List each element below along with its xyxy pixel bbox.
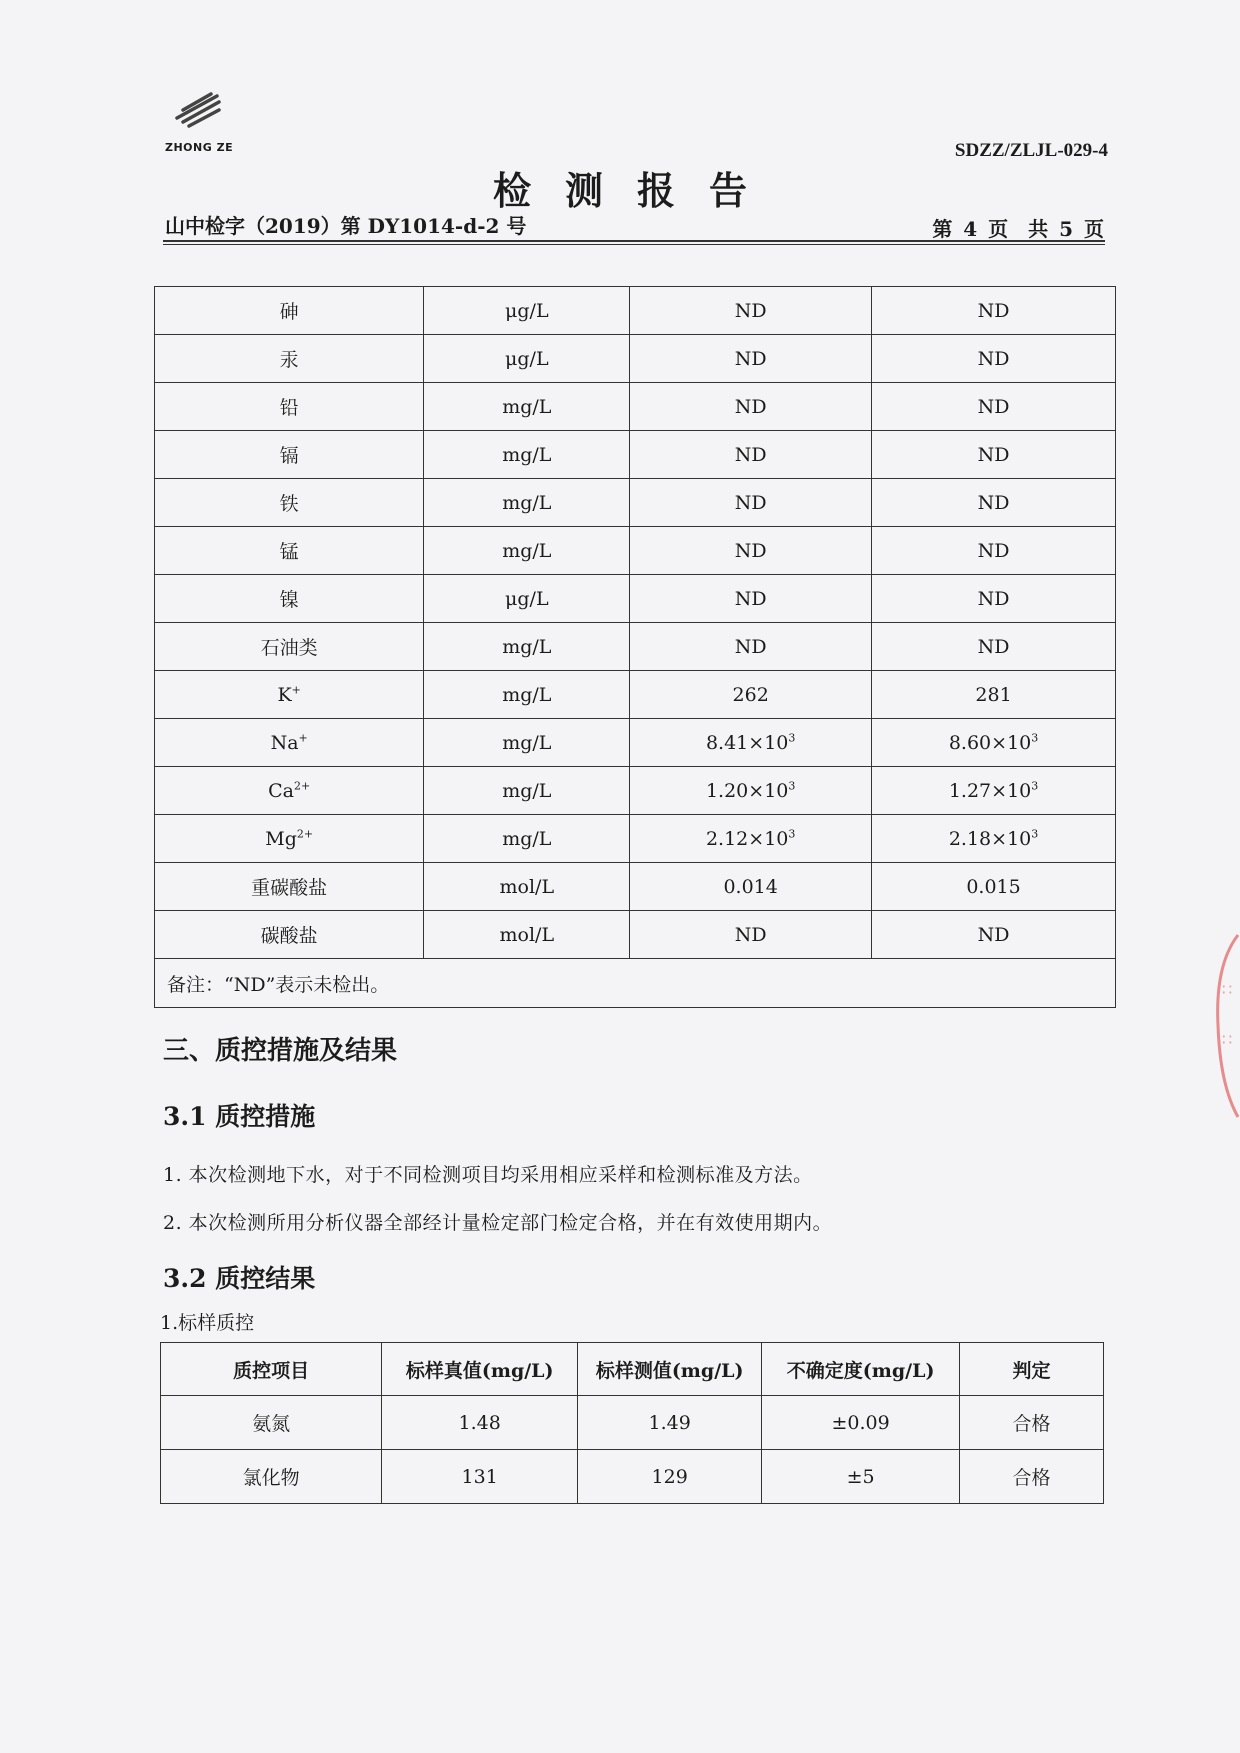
value-cell-2 xyxy=(872,479,1116,527)
item-cell xyxy=(155,815,424,863)
value-cell-1 xyxy=(630,383,872,431)
table-row xyxy=(155,527,1116,575)
table-row xyxy=(155,335,1116,383)
value-cell-2 xyxy=(872,671,1116,719)
value-cell-1 xyxy=(630,431,872,479)
value-cell-2 xyxy=(872,335,1116,383)
unit-cell xyxy=(424,575,630,623)
header-divider xyxy=(163,240,1105,242)
qc-cell: 1.49 xyxy=(578,1396,762,1450)
qc-cell: 131 xyxy=(382,1450,578,1504)
value-cell-2 xyxy=(872,431,1116,479)
unit-cell-text: μg/L xyxy=(505,587,549,610)
unit-cell xyxy=(424,383,630,431)
item-cell xyxy=(155,719,424,767)
company-logo xyxy=(165,88,237,158)
item-cell-text: 汞 xyxy=(279,349,299,371)
value-cell-1-text: ND xyxy=(734,299,767,322)
unit-cell xyxy=(424,863,630,911)
qc-header-measured-value: 标样测值(mg/L) xyxy=(578,1343,762,1396)
value-cell-2 xyxy=(872,815,1116,863)
value-cell-2 xyxy=(872,623,1116,671)
value-cell-2 xyxy=(872,767,1116,815)
value-cell-1 xyxy=(630,911,872,959)
value-cell-1-text: ND xyxy=(734,395,767,418)
value-cell-1-superscript: 3 xyxy=(788,779,796,793)
value-cell-1-text: ND xyxy=(734,587,767,610)
results-table xyxy=(154,286,1116,1008)
value-cell-1-text: ND xyxy=(734,347,767,370)
value-cell-1-text: 0.014 xyxy=(723,875,778,898)
value-cell-2-text: 2.18×10 xyxy=(948,827,1032,850)
qc-table-row xyxy=(161,1396,1104,1450)
qc-cell: 合格 xyxy=(960,1450,1104,1504)
unit-cell-text: mg/L xyxy=(502,443,552,466)
item-cell-superscript: 2+ xyxy=(296,827,314,841)
table-row xyxy=(155,863,1116,911)
value-cell-1-text: 262 xyxy=(732,683,769,706)
item-cell xyxy=(155,383,424,431)
qc-header-uncertainty: 不确定度(mg/L) xyxy=(762,1343,960,1396)
table-row xyxy=(155,815,1116,863)
table-note-row xyxy=(155,959,1116,1008)
item-cell-text: 锰 xyxy=(279,541,299,563)
unit-cell-text: mg/L xyxy=(502,683,552,706)
value-cell-2 xyxy=(872,527,1116,575)
item-cell-superscript: 2+ xyxy=(294,779,311,793)
item-cell-superscript: + xyxy=(291,683,301,697)
value-cell-1 xyxy=(630,719,872,767)
seal-stamp-icon xyxy=(1210,925,1240,1125)
value-cell-1-text: ND xyxy=(734,443,767,466)
qc-measure-item-1: 1. 本次检测地下水，对于不同检测项目均采用相应采样和检测标准及方法。 xyxy=(163,1164,813,1186)
unit-cell-text: mg/L xyxy=(502,395,552,418)
unit-cell-text: mg/L xyxy=(502,731,552,754)
qc-table-caption: 1.标样质控 xyxy=(160,1312,255,1334)
qc-cell: ±0.09 xyxy=(762,1396,960,1450)
unit-cell xyxy=(424,479,630,527)
value-cell-1 xyxy=(630,527,872,575)
item-cell-text: 镍 xyxy=(279,589,299,611)
value-cell-1 xyxy=(630,287,872,335)
unit-cell-text: mol/L xyxy=(499,875,555,898)
value-cell-2-text: ND xyxy=(977,587,1010,610)
value-cell-1 xyxy=(630,863,872,911)
unit-cell-text: mg/L xyxy=(502,779,552,802)
item-cell-text: 铅 xyxy=(279,397,299,419)
value-cell-2-superscript: 3 xyxy=(1031,779,1039,793)
document-code: SDZZ/ZLJL-029-4 xyxy=(954,140,1108,161)
value-cell-2-text: ND xyxy=(977,539,1010,562)
value-cell-1-superscript: 3 xyxy=(788,731,796,745)
unit-cell xyxy=(424,815,630,863)
qc-header-item: 质控项目 xyxy=(161,1343,382,1396)
item-cell xyxy=(155,767,424,815)
unit-cell-text: mg/L xyxy=(502,635,552,658)
value-cell-2-text: 1.27×10 xyxy=(948,779,1032,802)
item-cell-text: 石油类 xyxy=(260,637,318,659)
unit-cell-text: μg/L xyxy=(505,299,549,322)
unit-cell xyxy=(424,287,630,335)
item-cell-superscript: + xyxy=(298,731,308,745)
table-row xyxy=(155,671,1116,719)
value-cell-2 xyxy=(872,911,1116,959)
value-cell-1 xyxy=(630,335,872,383)
table-note: 备注：“ND”表示未检出。 xyxy=(155,959,1116,1008)
value-cell-1-text: 8.41×10 xyxy=(705,731,789,754)
qc-table xyxy=(160,1342,1104,1504)
qc-header-judgement: 判定 xyxy=(960,1343,1104,1396)
report-number: 山中检字（2019）第 DY1014-d-2 号 xyxy=(165,214,527,238)
table-row xyxy=(155,719,1116,767)
qc-header-true-value: 标样真值(mg/L) xyxy=(382,1343,578,1396)
value-cell-2-text: ND xyxy=(977,395,1010,418)
subsection-heading-3-2: 3.2 质控结果 xyxy=(163,1264,316,1293)
value-cell-1 xyxy=(630,815,872,863)
value-cell-2-text: ND xyxy=(977,491,1010,514)
unit-cell xyxy=(424,719,630,767)
item-cell-text: 镉 xyxy=(279,445,299,467)
value-cell-1 xyxy=(630,575,872,623)
value-cell-1 xyxy=(630,767,872,815)
unit-cell-text: μg/L xyxy=(505,347,549,370)
unit-cell-text: mg/L xyxy=(502,491,552,514)
item-cell-text: K xyxy=(277,683,292,706)
unit-cell xyxy=(424,911,630,959)
table-row xyxy=(155,623,1116,671)
value-cell-1-text: ND xyxy=(734,923,767,946)
unit-cell xyxy=(424,431,630,479)
value-cell-2 xyxy=(872,719,1116,767)
value-cell-2-text: 281 xyxy=(975,683,1012,706)
unit-cell xyxy=(424,671,630,719)
page-number: 第 4 页 共 5 页 xyxy=(932,217,1104,241)
item-cell xyxy=(155,911,424,959)
section-heading: 三、质控措施及结果 xyxy=(163,1036,398,1066)
value-cell-2-text: ND xyxy=(977,299,1010,322)
value-cell-2-superscript: 3 xyxy=(1031,731,1039,745)
value-cell-2 xyxy=(872,287,1116,335)
value-cell-2-text: 0.015 xyxy=(966,875,1021,898)
value-cell-2-superscript: 3 xyxy=(1031,827,1039,841)
value-cell-2-text: 8.60×10 xyxy=(948,731,1032,754)
item-cell-text: Mg xyxy=(265,827,297,850)
table-row xyxy=(155,383,1116,431)
table-row xyxy=(155,431,1116,479)
logo-stripes-icon xyxy=(173,88,225,138)
value-cell-1-superscript: 3 xyxy=(788,827,796,841)
value-cell-1 xyxy=(630,671,872,719)
qc-cell: ±5 xyxy=(762,1450,960,1504)
item-cell xyxy=(155,287,424,335)
value-cell-1-text: 2.12×10 xyxy=(705,827,789,850)
table-row xyxy=(155,575,1116,623)
svg-text:∷: ∷ xyxy=(1222,1030,1233,1049)
unit-cell xyxy=(424,767,630,815)
item-cell-text: 砷 xyxy=(279,301,299,323)
value-cell-1-text: ND xyxy=(734,539,767,562)
qc-table-header-row xyxy=(161,1343,1104,1396)
unit-cell-text: mg/L xyxy=(502,539,552,562)
value-cell-2 xyxy=(872,575,1116,623)
qc-cell: 1.48 xyxy=(382,1396,578,1450)
item-cell xyxy=(155,479,424,527)
qc-measure-item-2: 2. 本次检测所用分析仪器全部经计量检定部门检定合格，并在有效使用期内。 xyxy=(163,1212,833,1234)
page-title: 检测报告 xyxy=(492,168,781,213)
value-cell-2 xyxy=(872,383,1116,431)
unit-cell xyxy=(424,527,630,575)
item-cell-text: 铁 xyxy=(279,493,299,515)
item-cell xyxy=(155,575,424,623)
table-row xyxy=(155,767,1116,815)
item-cell-text: 重碳酸盐 xyxy=(251,877,328,899)
value-cell-1-text: ND xyxy=(734,491,767,514)
value-cell-1-text: 1.20×10 xyxy=(705,779,789,802)
unit-cell-text: mol/L xyxy=(499,923,555,946)
qc-cell: 氯化物 xyxy=(161,1450,382,1504)
svg-text:∷: ∷ xyxy=(1222,980,1233,999)
item-cell xyxy=(155,527,424,575)
value-cell-2-text: ND xyxy=(977,923,1010,946)
qc-cell: 129 xyxy=(578,1450,762,1504)
value-cell-2-text: ND xyxy=(977,347,1010,370)
value-cell-1 xyxy=(630,623,872,671)
table-row xyxy=(155,479,1116,527)
item-cell xyxy=(155,431,424,479)
table-row xyxy=(155,911,1116,959)
unit-cell xyxy=(424,335,630,383)
unit-cell xyxy=(424,623,630,671)
item-cell-text: Na xyxy=(270,731,299,754)
value-cell-1-text: ND xyxy=(734,635,767,658)
header-divider-thin xyxy=(163,244,1105,245)
value-cell-2 xyxy=(872,863,1116,911)
qc-cell: 合格 xyxy=(960,1396,1104,1450)
qc-cell: 氨氮 xyxy=(161,1396,382,1450)
value-cell-1 xyxy=(630,479,872,527)
value-cell-2-text: ND xyxy=(977,635,1010,658)
item-cell xyxy=(155,671,424,719)
subsection-heading-3-1: 3.1 质控措施 xyxy=(163,1102,316,1131)
item-cell xyxy=(155,623,424,671)
unit-cell-text: mg/L xyxy=(502,827,552,850)
item-cell xyxy=(155,863,424,911)
qc-table-row xyxy=(161,1450,1104,1504)
value-cell-2-text: ND xyxy=(977,443,1010,466)
item-cell-text: Ca xyxy=(268,779,294,802)
logo-text: ZHONG ZE xyxy=(165,141,234,154)
table-row xyxy=(155,287,1116,335)
item-cell-text: 碳酸盐 xyxy=(260,925,318,947)
item-cell xyxy=(155,335,424,383)
